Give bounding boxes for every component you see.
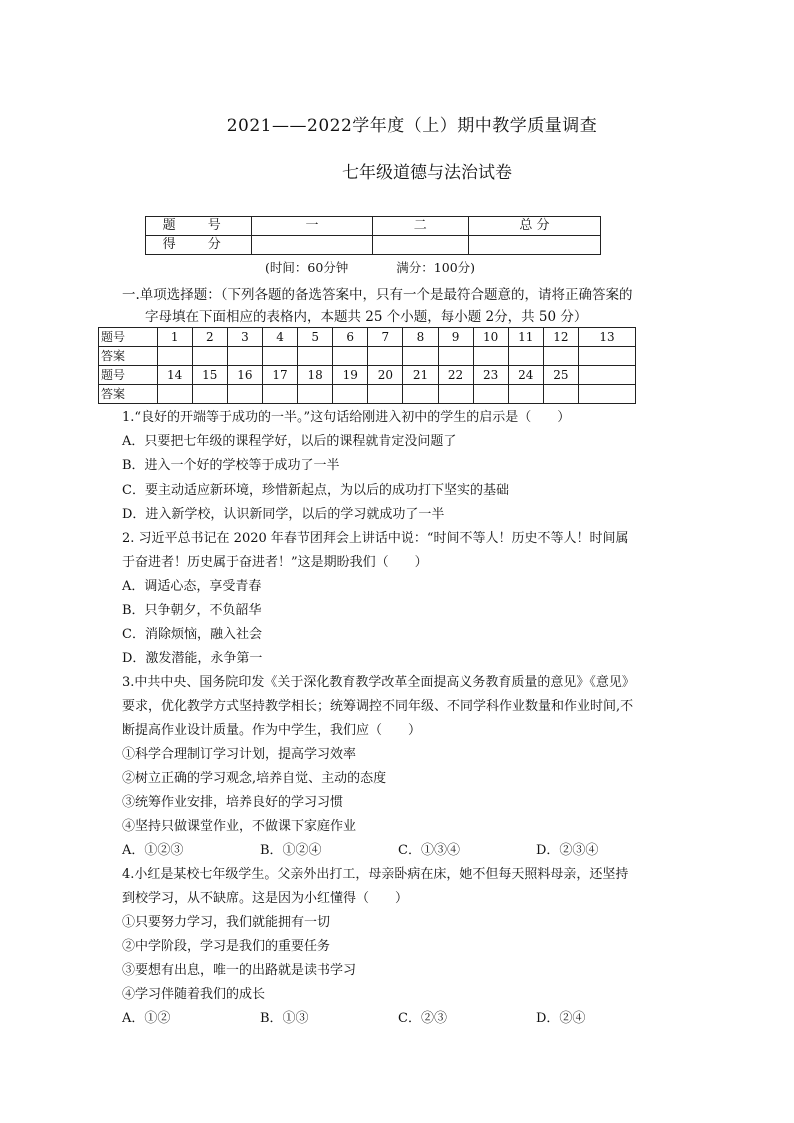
answer-cell[interactable] — [192, 347, 227, 366]
answer-cell[interactable] — [227, 385, 262, 404]
q3-choice-d: D．②③④ — [536, 843, 599, 858]
answer-num-row — [99, 328, 636, 347]
q4-choice-d: D．②④ — [536, 1011, 586, 1026]
score-table — [145, 216, 601, 255]
question-number: 10 — [473, 328, 508, 347]
question-number: 24 — [508, 366, 543, 385]
question-number: 20 — [368, 366, 403, 385]
answer-cell[interactable] — [368, 385, 403, 404]
q3-stem-line2: 要求，优化教学方式坚持教学相长；统筹调控不同年级、不同学科作业数量和作业时间,不 — [122, 699, 634, 714]
answer-cell[interactable] — [157, 347, 192, 366]
q4-stem-line2: 到校学习，从不缺席。这是因为小红懂得（ ） — [122, 891, 409, 906]
answer-cell[interactable] — [543, 385, 578, 404]
question-number: 5 — [298, 328, 333, 347]
q2-option-b: B．只争朝夕，不负韶华 — [122, 603, 262, 618]
answer-cell[interactable] — [543, 347, 578, 366]
answer-row — [99, 385, 636, 404]
question-number: 3 — [227, 328, 262, 347]
question-number: 19 — [333, 366, 368, 385]
q2-option-c: C．消除烦恼，融入社会 — [122, 627, 262, 642]
q3-choice-b: B．①②④ — [260, 843, 322, 858]
question-number: 18 — [298, 366, 333, 385]
question-number: 22 — [438, 366, 473, 385]
answer-num-label: 题号 — [99, 366, 158, 385]
q1-option-a: A．只要把七年级的课程学好，以后的课程就肯定没问题了 — [122, 434, 457, 449]
q2-stem-line2: 于奋进者！历史属于奋进者！”这是期盼我们（ ） — [122, 555, 428, 570]
q4-item-1: ①只要努力学习，我们就能拥有一切 — [122, 915, 331, 930]
question-number: 11 — [508, 328, 543, 347]
question-number: 15 — [192, 366, 227, 385]
q3-item-1: ①科学合理制订学习计划，提高学习效率 — [122, 747, 357, 762]
q4-choice-a: A．①② — [122, 1011, 171, 1026]
answer-num-label: 题号 — [99, 328, 158, 347]
q4-item-2: ②中学阶段，学习是我们的重要任务 — [122, 939, 331, 954]
q3-item-3: ③统筹作业安排，培养良好的学习习惯 — [122, 795, 344, 810]
answer-cell[interactable] — [227, 347, 262, 366]
answer-cell[interactable] — [508, 347, 543, 366]
score-label-cell: 得 分 — [146, 236, 252, 255]
question-number: 14 — [157, 366, 192, 385]
question-number: 9 — [438, 328, 473, 347]
answer-cell[interactable] — [157, 385, 192, 404]
answer-cell[interactable] — [508, 385, 543, 404]
score-header-cell: 一 — [252, 217, 372, 236]
answer-cell[interactable] — [333, 347, 368, 366]
answer-cell[interactable] — [298, 347, 333, 366]
q3-choices — [122, 839, 674, 858]
answer-cell[interactable] — [403, 347, 438, 366]
answer-cell[interactable] — [438, 385, 473, 404]
q4-item-3: ③要想有出息，唯一的出路就是读书学习 — [122, 963, 357, 978]
q3-stem-line3: 断提高作业设计质量。作为中学生，我们应（ ） — [122, 723, 422, 738]
exam-meta — [265, 258, 475, 276]
score-row-header — [146, 217, 601, 236]
question-number: 16 — [227, 366, 262, 385]
answer-cell[interactable] — [192, 385, 227, 404]
question-number: 7 — [368, 328, 403, 347]
answer-cell[interactable] — [403, 385, 438, 404]
question-number: 13 — [578, 328, 635, 347]
question-number: 25 — [543, 366, 578, 385]
exam-subtitle: 七年级道德与法治试卷 — [342, 163, 512, 183]
score-header-cell: 总 分 — [468, 217, 600, 236]
answer-num-row — [99, 366, 636, 385]
section-instructions-line2: 字母填在下面相应的表格内，本题共 25 个小题，每小题 2分，共 50 分） — [145, 309, 588, 325]
answer-cell[interactable] — [298, 385, 333, 404]
q1-option-b: B．进入一个好的学校等于成功了一半 — [122, 458, 340, 473]
question-number: 21 — [403, 366, 438, 385]
answer-cell[interactable] — [262, 347, 297, 366]
question-number: 8 — [403, 328, 438, 347]
score-row-values — [146, 236, 601, 255]
exam-title: 2021——2022学年度（上）期中教学质量调查 — [226, 116, 598, 136]
answer-label: 答案 — [99, 385, 158, 404]
full-score: 满分：100分) — [396, 260, 476, 275]
q1-option-c: C．要主动适应新环境，珍惜新起点，为以后的成功打下坚实的基础 — [122, 483, 509, 498]
answer-cell[interactable] — [438, 347, 473, 366]
q3-stem-line1: 3.中共中央、国务院印发《关于深化教育教学改革全面提高义务教育质量的意见》《意见》 — [122, 675, 635, 690]
question-number: 23 — [473, 366, 508, 385]
answer-cell[interactable] — [368, 347, 403, 366]
answer-cell[interactable] — [578, 385, 635, 404]
answer-row — [99, 347, 636, 366]
q3-choice-c: C．①③④ — [398, 843, 460, 858]
answer-cell[interactable] — [262, 385, 297, 404]
answer-cell[interactable] — [473, 385, 508, 404]
q1-option-d: D．进入新学校，认识新同学，以后的学习就成功了一半 — [122, 507, 445, 522]
question-number: 2 — [192, 328, 227, 347]
score-header-cell: 题 号 — [146, 217, 252, 236]
question-number: 1 — [157, 328, 192, 347]
q3-item-4: ④坚持只做课堂作业，不做课下家庭作业 — [122, 819, 357, 834]
q2-option-d: D．激发潜能，永争第一 — [122, 651, 263, 666]
question-number: 6 — [333, 328, 368, 347]
q3-choice-a: A．①②③ — [122, 843, 184, 858]
q4-choice-c: C．②③ — [398, 1011, 447, 1026]
answer-cell[interactable] — [578, 347, 635, 366]
q4-choices — [122, 1007, 674, 1026]
question-number: 4 — [262, 328, 297, 347]
score-value-cell[interactable] — [372, 236, 468, 255]
answer-cell[interactable] — [333, 385, 368, 404]
q4-item-4: ④学习伴随着我们的成长 — [122, 987, 266, 1002]
q4-choice-b: B．①③ — [260, 1011, 309, 1026]
answer-label: 答案 — [99, 347, 158, 366]
q1-stem: 1.“良好的开端等于成功的一半。”这句话给刚进入初中的学生的启示是（ ） — [122, 410, 571, 425]
answer-table — [98, 327, 636, 404]
score-header-cell: 二 — [372, 217, 468, 236]
section-instructions-line1: 一.单项选择题：（下列各题的备选答案中，只有一个是最符合题意的，请将正确答案的 — [122, 287, 633, 303]
score-value-cell[interactable] — [468, 236, 600, 255]
question-number — [578, 366, 635, 385]
question-number: 12 — [543, 328, 578, 347]
q2-option-a: A．调适心态，享受青春 — [122, 579, 262, 594]
time-limit: (时间：60分钟 — [265, 260, 349, 275]
score-value-cell[interactable] — [252, 236, 372, 255]
question-number: 17 — [262, 366, 297, 385]
q2-stem-line1: 2. 习近平总书记在 2020 年春节团拜会上讲话中说：“时间不等人！历史不等人！时间属 — [122, 531, 629, 546]
answer-cell[interactable] — [473, 347, 508, 366]
q4-stem-line1: 4.小红是某校七年级学生。父亲外出打工，母亲卧病在床，她不但每天照料母亲，还坚持 — [122, 867, 629, 882]
q3-item-2: ②树立正确的学习观念,培养自觉、主动的态度 — [122, 771, 387, 786]
